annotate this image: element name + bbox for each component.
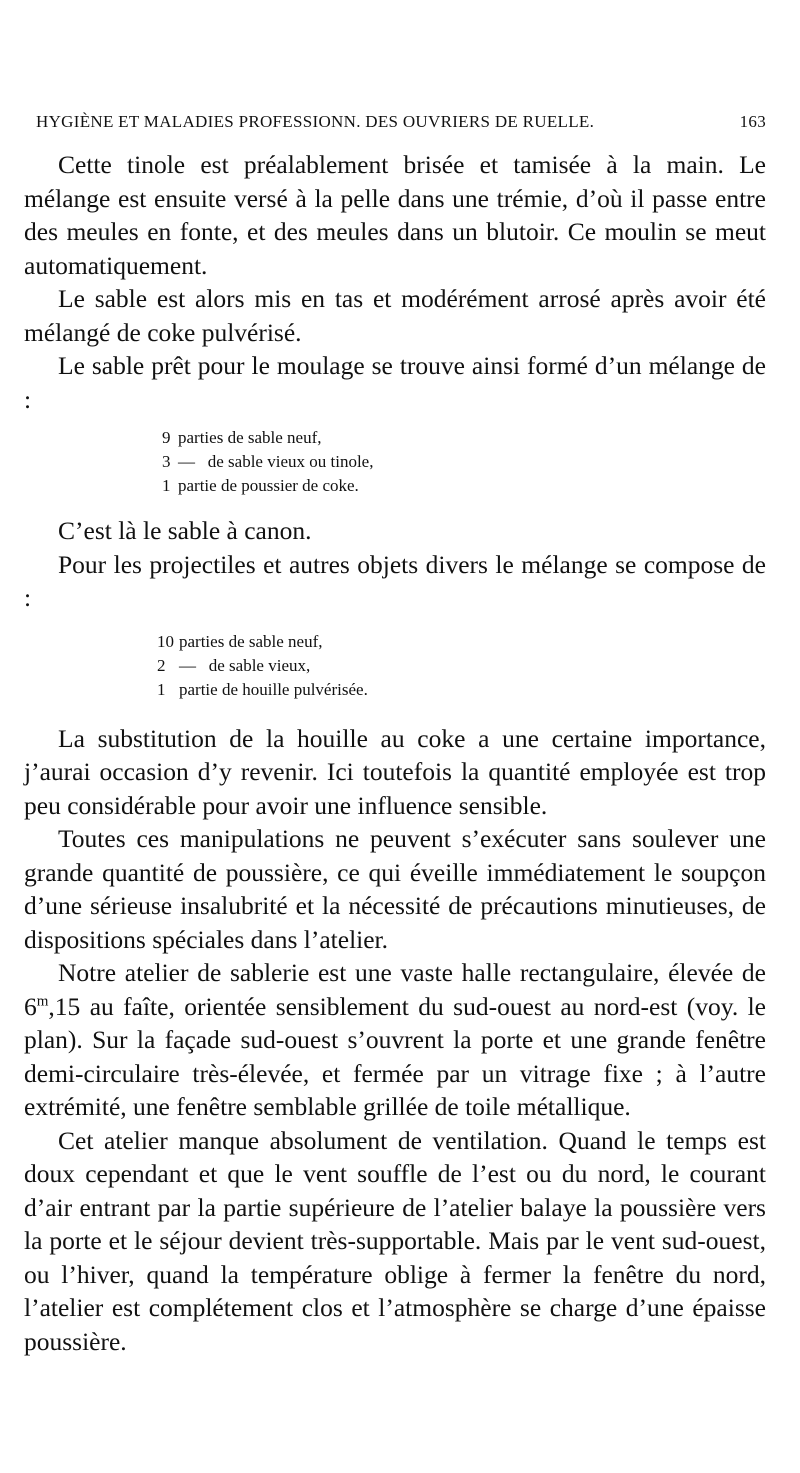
list-item [162,450,766,474]
list-item [162,426,766,450]
list-item-quantity: 10 [157,631,174,651]
list-item-text: — de sable vieux ou tinole, [178,452,374,471]
paragraph-tinole: Cette tinole est préalablement brisée et tamisée à la main. Le mélange est ensuite versé à la pelle dans une trémie, d’où il passe entre des meules en fonte, et des meules dans un blutoir. Ce moulin se meut automatiquement. [24,150,766,280]
list-item [157,654,766,678]
paragraph-projectiles: Pour les projectiles et autres objets divers le mélange se compose de : [24,549,766,612]
list-item [157,630,766,654]
paragraph-ventilation: Cet atelier manque absolument de ventilation. Quand le temps est doux cependant et que le vent souffle de l’est ou du nord, le courant d’air entrant par la partie supérieure de l’atelier balaye la poussière vers la porte et le séjour devient très-supportable. Mais par le vent sud-ouest, ou l’hiver, quand la température oblige à fermer la fenêtre du nord, l’atelier est complétement clos et l’atmosphère se charge d’une épaisse poussière. [24,1125,766,1356]
paragraph-atelier [24,956,766,1124]
list-item-quantity: 3 [162,452,171,471]
cannon-sand-recipe [162,426,766,498]
paragraph-sable-moulage: Le sable prêt pour le moulage se trouve ainsi formé d’un mélange de : [24,351,766,414]
list-item [162,474,766,498]
list-item-text: partie de houille pulvérisée. [179,679,368,699]
running-head [36,112,766,132]
running-head-title: HYGIÈNE ET MALADIES PROFESSIONN. DES OUVRIERS DE RUELLE. [36,112,595,131]
projectile-sand-recipe [157,630,766,702]
paragraph-manipulations: Toutes ces manipulations ne peuvent s’exécuter sans soulever une grande quantité de poussière, ce qui éveille immédiatement le soupçon d’une sérieuse insalubrité et la nécessité de précautions minutieuses, de dispositions spéciales dans l’atelier. [24,824,766,954]
paragraph-sable-canon: C’est là le sable à canon. [58,516,312,545]
atelier-unit-superscript: m [36,993,49,1009]
paragraph-houille: La substitution de la houille au coke a une certaine importance, j’aurai occasion d’y revenir. Ici toutefois la quantité employée est trop peu considérable pour avoir une influence sensible. [24,723,766,820]
paragraph-sable-arrose: Le sable est alors mis en tas et modérément arrosé après avoir été mélangé de coke pulvérisé. [24,284,766,347]
list-item-quantity: 1 [157,679,166,699]
list-item-text: partie de poussier de coke. [178,476,359,495]
page-number: 163 [739,112,766,131]
atelier-text-after: ,15 au faîte, orientée sensiblement du sud-ouest au nord-est (voy. le plan). Sur la façade sud-ouest s’ouvrent la porte et une grande fenêtre demi-circulaire très-élevée, et fermée par un vitrage fixe ; à l’autre extrémité, une fenêtre semblable grillée de toile métallique. [24,991,766,1121]
list-item-text: parties de sable neuf, [178,428,322,447]
list-item-quantity: 9 [162,428,171,447]
list-item-quantity: 1 [162,476,171,495]
body-text [24,148,766,1358]
list-item-quantity: 2 [157,655,166,675]
list-item [157,678,766,702]
list-item-text: — de sable vieux, [179,655,311,675]
list-item-text: parties de sable neuf, [179,631,323,651]
atelier-text-before: Notre atelier de sablerie est une vaste halle rectangulaire, élevée de 6 [24,958,766,1021]
